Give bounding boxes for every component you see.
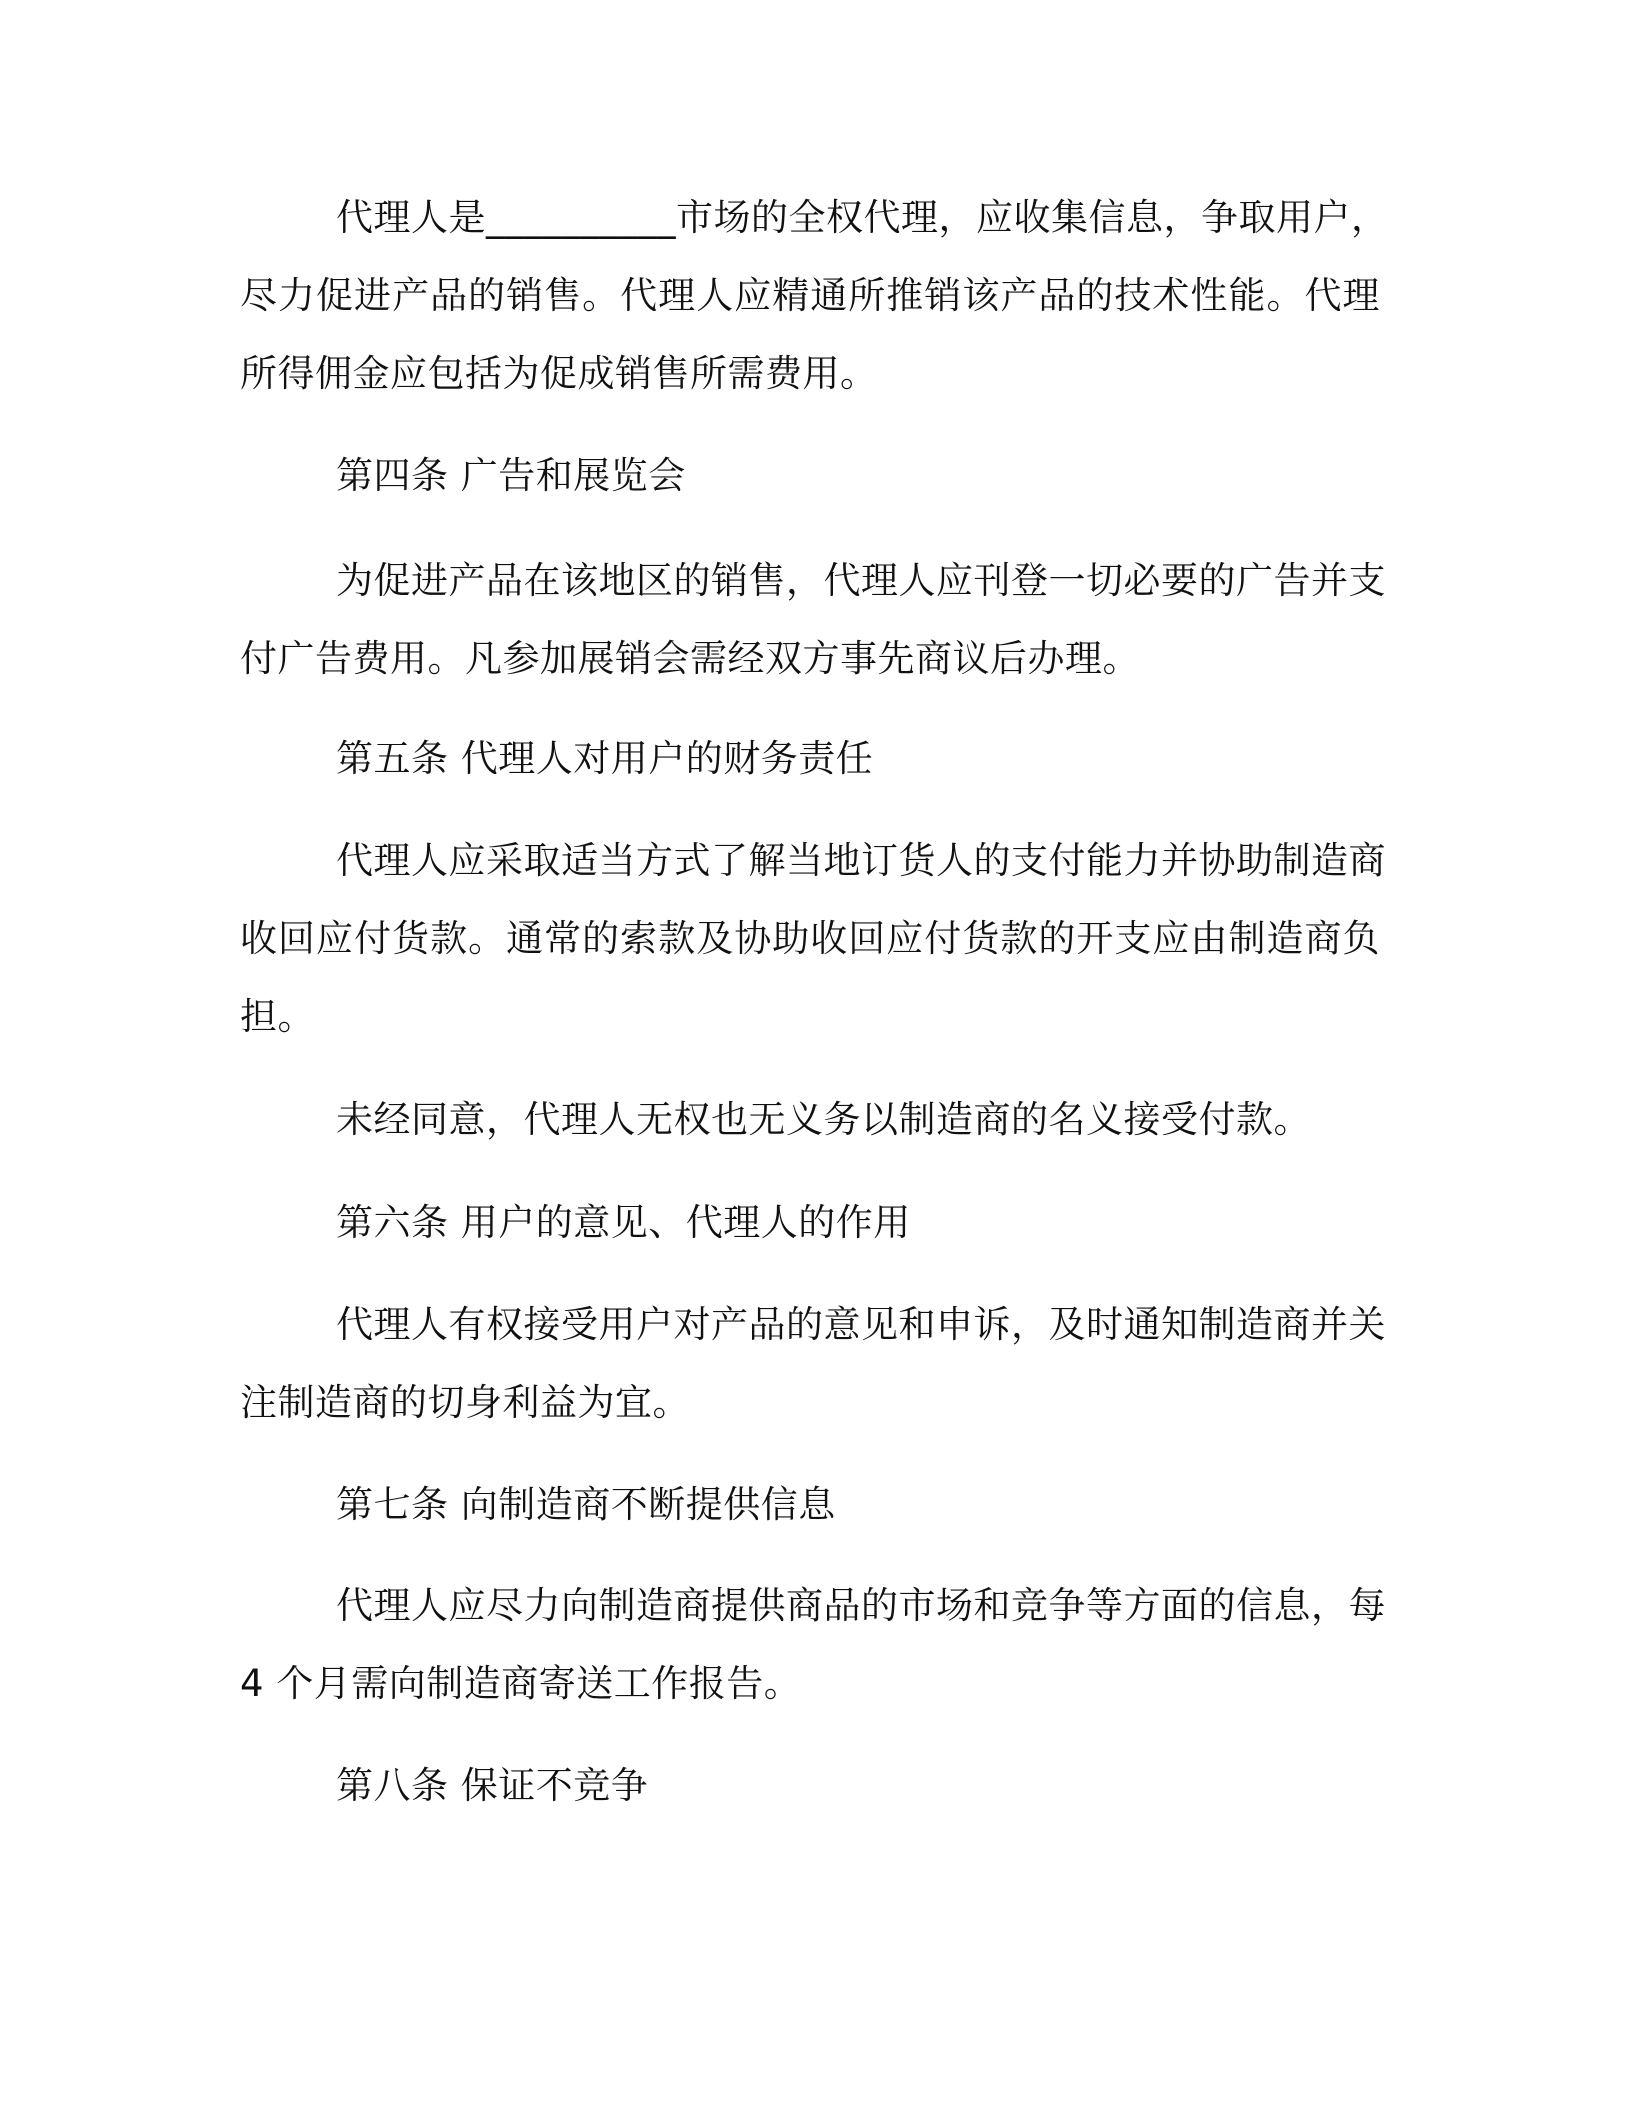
paragraph-line: 未经同意，代理人无权也无义务以制造商的名义接受付款。 (336, 1098, 1311, 1141)
section-heading: 第五条 代理人对用户的财务责任 (336, 737, 874, 780)
paragraph-line: 付广告费用。凡参加展销会需经双方事先商议后办理。 (240, 637, 1140, 680)
paragraph-line: 注制造商的切身利益为宜。 (240, 1381, 690, 1424)
paragraph-line: 收回应付货款。通常的索款及协助收回应付货款的开支应由制造商负 (240, 917, 1380, 960)
section-heading: 第六条 用户的意见、代理人的作用 (336, 1201, 911, 1244)
paragraph-line: 代理人应采取适当方式了解当地订货人的支付能力并协助制造商 (336, 839, 1386, 882)
paragraph-line: 4 个月需向制造商寄送工作报告。 (240, 1662, 802, 1705)
paragraph-line: 担。 (240, 995, 315, 1038)
paragraph-line: 代理人是__________市场的全权代理，应收集信息，争取用户， (336, 196, 1389, 239)
section-heading: 第八条 保证不竞争 (336, 1764, 649, 1807)
paragraph-line: 代理人有权接受用户对产品的意见和申诉，及时通知制造商并关 (336, 1303, 1386, 1346)
paragraph-line: 代理人应尽力向制造商提供商品的市场和竞争等方面的信息，每 (336, 1584, 1386, 1627)
paragraph-line: 尽力促进产品的销售。代理人应精通所推销该产品的技术性能。代理 (240, 274, 1380, 317)
paragraph-line: 所得佣金应包括为促成销售所需费用。 (240, 352, 878, 395)
section-heading: 第四条 广告和展览会 (336, 454, 686, 497)
section-heading: 第七条 向制造商不断提供信息 (336, 1483, 836, 1526)
paragraph-line: 为促进产品在该地区的销售，代理人应刊登一切必要的广告并支 (336, 559, 1386, 602)
